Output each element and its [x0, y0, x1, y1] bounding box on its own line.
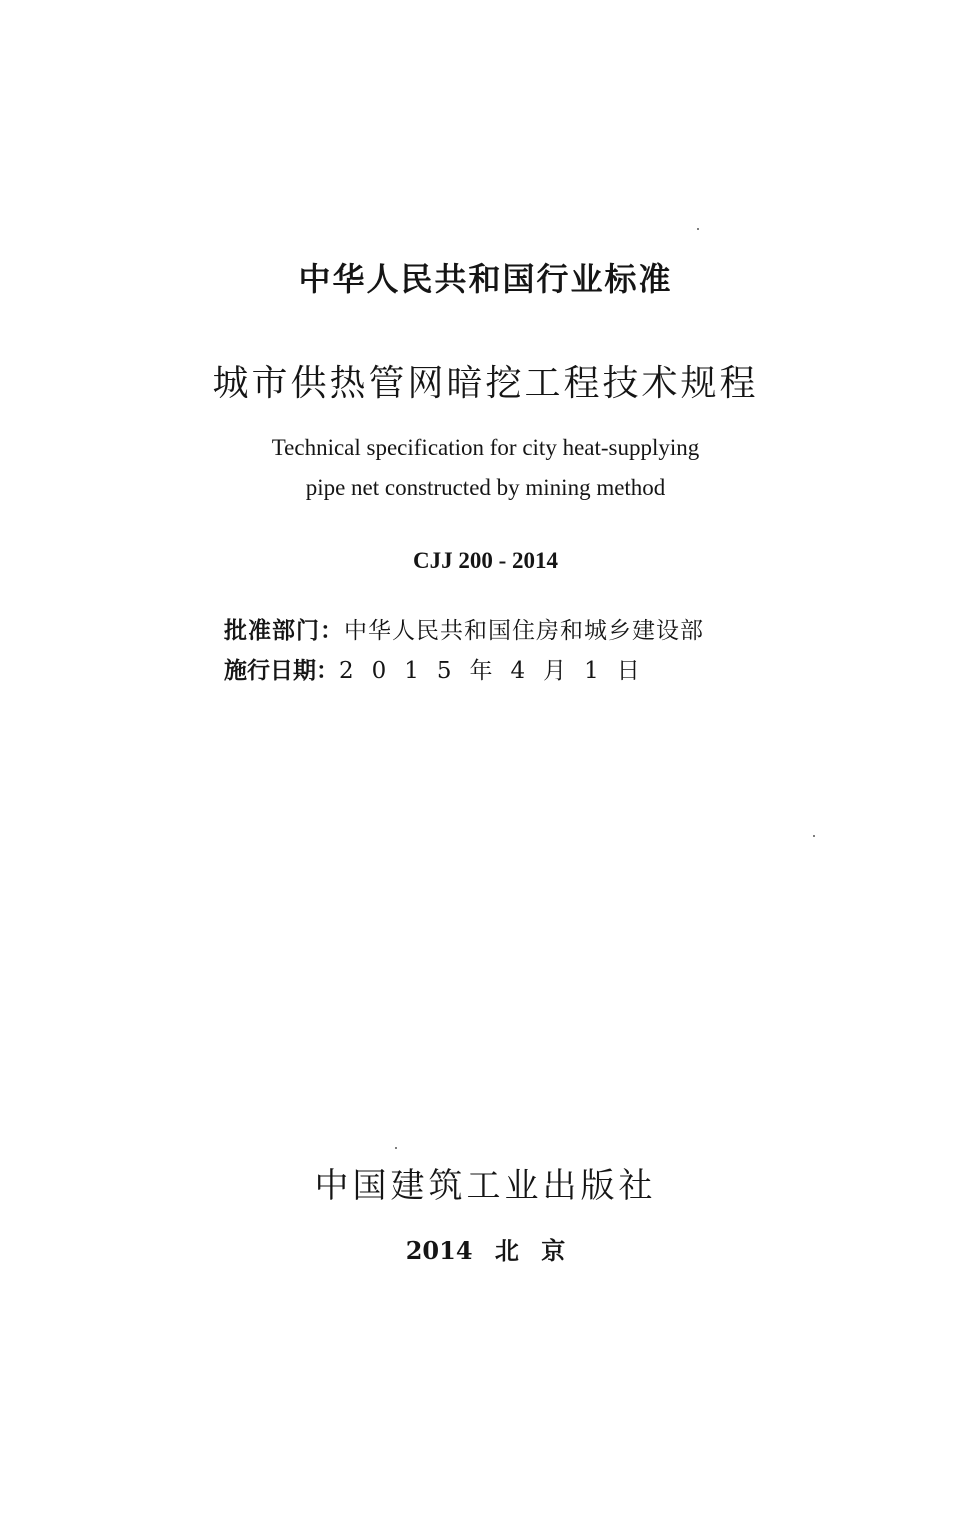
document-title-chinese: 城市供热管网暗挖工程技术规程 — [212, 363, 759, 404]
standard-category-heading: 中华人民共和国行业标准 — [298, 260, 673, 298]
approval-department-row — [224, 612, 824, 645]
publisher-name: 中国建筑工业出版社 — [314, 1166, 657, 1206]
standard-code: CJJ 200 - 2014 — [412, 548, 559, 573]
effective-date-row — [224, 652, 824, 685]
scan-speck — [395, 1147, 397, 1149]
effective-date-value: 2015年4月1日 — [339, 658, 658, 684]
publication-year-place: 2014 北 京 — [405, 1236, 566, 1265]
approval-department-label: 批准部门： — [224, 618, 344, 644]
document-title-english-line-2: pipe net constructed by mining method — [305, 475, 666, 500]
scan-speck — [813, 835, 815, 837]
approval-department-value: 中华人民共和国住房和城乡建设部 — [344, 618, 704, 644]
effective-date-label: 施行日期： — [224, 658, 339, 684]
document-title-english-line-1: Technical specification for city heat-supplying — [271, 435, 700, 460]
scan-speck — [697, 228, 699, 230]
